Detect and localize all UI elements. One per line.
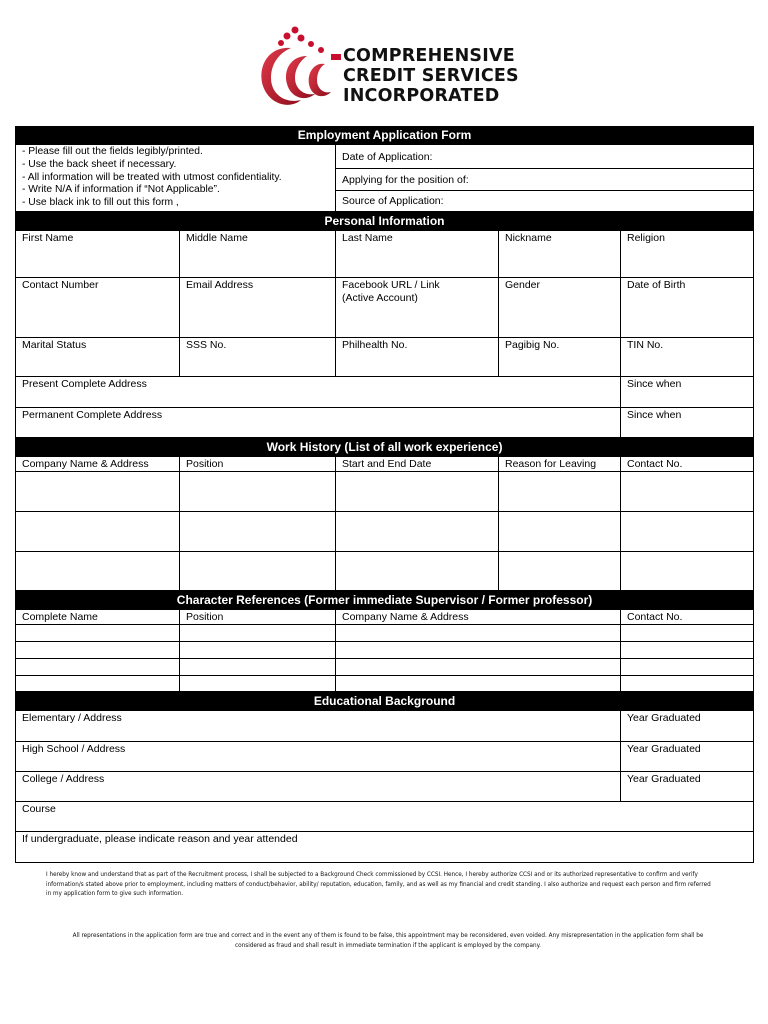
table-row bbox=[16, 676, 754, 692]
column-header: Company Name & Address bbox=[336, 610, 621, 625]
table-row bbox=[16, 625, 754, 642]
column-header: Complete Name bbox=[16, 610, 180, 625]
permanent-address-field[interactable]: Permanent Complete Address bbox=[16, 408, 621, 438]
column-header: Position bbox=[180, 610, 336, 625]
course-field[interactable]: Course bbox=[16, 802, 754, 832]
personal-information-section bbox=[15, 212, 754, 438]
facebook-url-field[interactable]: Facebook URL / Link (Active Account) bbox=[336, 278, 499, 338]
college-address-field[interactable]: College / Address bbox=[16, 772, 621, 802]
source-of-application-field[interactable]: Source of Application: bbox=[336, 191, 754, 212]
column-header: Contact No. bbox=[621, 610, 754, 625]
background-check-disclaimer: I hereby know and understand that as part of the Recruitment process, I shall be subjected to a Background Check commissioned by CCSI. Hence, I hereby authorize CCSI and or its authorized representative to confirm and verify information/s stated above prior to employment, including matters of conduct/behavior, ability/ reputation, education, family, and as well as my financial and credit standing. I also authorize and request each person and firm referred in my application form to give such information. bbox=[46, 872, 711, 897]
religion-field[interactable]: Religion bbox=[621, 231, 754, 278]
present-since-when-field[interactable]: Since when bbox=[621, 377, 754, 408]
educational-background-section bbox=[15, 692, 754, 863]
pagibig-number-field[interactable]: Pagibig No. bbox=[499, 338, 621, 377]
philhealth-number-field[interactable]: Philhealth No. bbox=[336, 338, 499, 377]
company-logo bbox=[255, 26, 525, 114]
character-references-section bbox=[15, 591, 754, 692]
first-name-field[interactable]: First Name bbox=[16, 231, 180, 278]
table-row bbox=[16, 552, 754, 591]
company-name: COMPREHENSIVE CREDIT SERVICES INCORPORATED bbox=[343, 46, 519, 106]
present-address-field[interactable]: Present Complete Address bbox=[16, 377, 621, 408]
contact-number-field[interactable]: Contact Number bbox=[16, 278, 180, 338]
high-school-address-field[interactable]: High School / Address bbox=[16, 742, 621, 772]
elementary-address-field[interactable]: Elementary / Address bbox=[16, 711, 621, 742]
personal-information-title: Personal Information bbox=[16, 213, 754, 231]
date-of-application-field[interactable]: Date of Application: bbox=[336, 145, 754, 169]
ccs-logo-icon bbox=[255, 26, 345, 114]
table-row bbox=[16, 512, 754, 552]
middle-name-field[interactable]: Middle Name bbox=[180, 231, 336, 278]
intro-section bbox=[15, 126, 754, 212]
work-history-section bbox=[15, 438, 754, 591]
instruction-item: - Write N/A if information if “Not Applicable”. bbox=[22, 184, 220, 196]
sss-number-field[interactable]: SSS No. bbox=[180, 338, 336, 377]
column-header: Position bbox=[180, 457, 336, 472]
email-address-field[interactable]: Email Address bbox=[180, 278, 336, 338]
employment-application-form bbox=[15, 126, 753, 863]
undergraduate-reason-field[interactable]: If undergraduate, please indicate reason and year attended bbox=[16, 832, 754, 863]
character-references-title: Character References (Former immediate Supervisor / Former professor) bbox=[16, 592, 754, 610]
form-title: Employment Application Form bbox=[16, 127, 754, 145]
date-of-birth-field[interactable]: Date of Birth bbox=[621, 278, 754, 338]
column-header: Contact No. bbox=[621, 457, 754, 472]
high-school-year-graduated-field[interactable]: Year Graduated bbox=[621, 742, 754, 772]
gender-field[interactable]: Gender bbox=[499, 278, 621, 338]
truthfulness-disclaimer: All representations in the application form are true and correct and in the event any of them is found to be false, this appointment may be reconsidered, even voided. Any misrepresentation in the application form shall be considered as fraud and shall result in immediate termination if the applicant is employed by the company. bbox=[72, 933, 704, 949]
permanent-since-when-field[interactable]: Since when bbox=[621, 408, 754, 438]
last-name-field[interactable]: Last Name bbox=[336, 231, 499, 278]
column-header: Reason for Leaving bbox=[499, 457, 621, 472]
nickname-field[interactable]: Nickname bbox=[499, 231, 621, 278]
position-applied-field[interactable]: Applying for the position of: bbox=[336, 169, 754, 191]
column-header: Company Name & Address bbox=[16, 457, 180, 472]
tin-number-field[interactable]: TIN No. bbox=[621, 338, 754, 377]
instruction-item: - All information will be treated with utmost confidentiality. bbox=[22, 171, 282, 183]
table-row bbox=[16, 642, 754, 659]
educational-background-title: Educational Background bbox=[16, 693, 754, 711]
table-row bbox=[16, 472, 754, 512]
instructions-list bbox=[22, 146, 329, 210]
elementary-year-graduated-field[interactable]: Year Graduated bbox=[621, 711, 754, 742]
table-row bbox=[16, 659, 754, 676]
instruction-item: - Use the back sheet if necessary. bbox=[22, 158, 177, 170]
college-year-graduated-field[interactable]: Year Graduated bbox=[621, 772, 754, 802]
instruction-item: - Use black ink to fill out this form , bbox=[22, 197, 179, 209]
instruction-item: - Please fill out the fields legibly/printed. bbox=[22, 146, 203, 157]
column-header: Start and End Date bbox=[336, 457, 499, 472]
marital-status-field[interactable]: Marital Status bbox=[16, 338, 180, 377]
work-history-title: Work History (List of all work experience) bbox=[16, 439, 754, 457]
